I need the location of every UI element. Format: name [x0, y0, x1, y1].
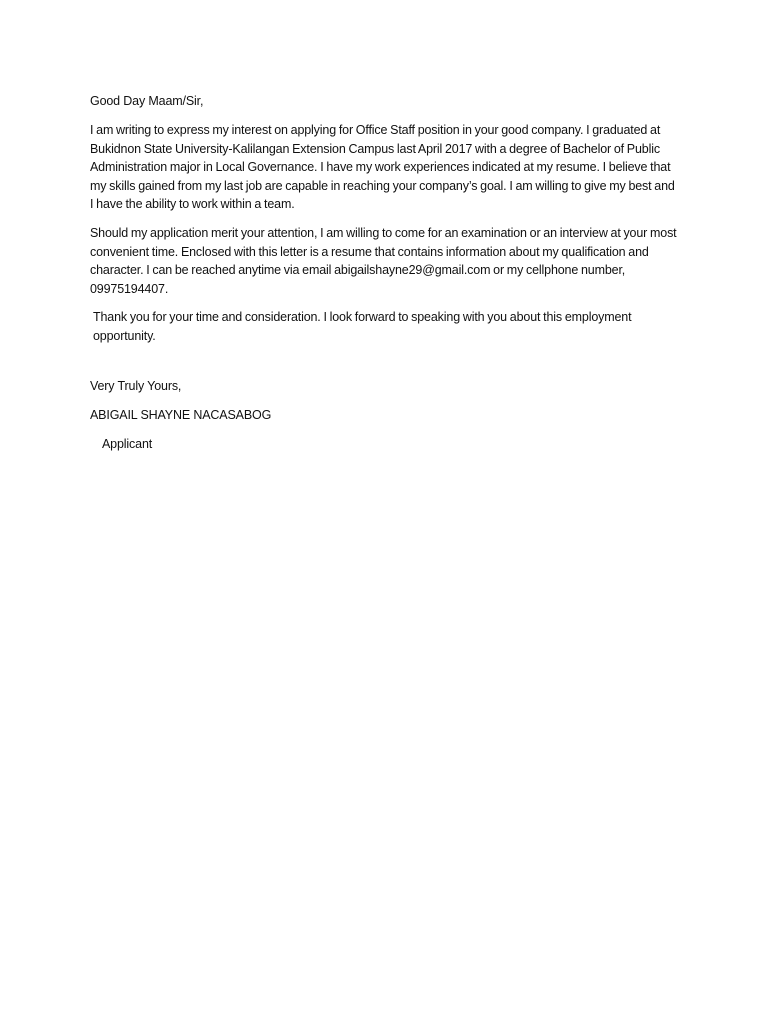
letter-greeting: Good Day Maam/Sir,: [90, 94, 204, 108]
letter-paragraph-contact: Should my application merit your attention, I am willing to come for an examination or an interview at your most convenient time. Enclosed with this letter is a resume that contains information about my qualification and character. I can be reached anytime via email abigailshayne29@gmail.com or my cellphone number, 09975194407.: [90, 225, 677, 296]
letter-closing: Very Truly Yours,: [90, 378, 182, 393]
signature-title: Applicant: [102, 436, 153, 451]
letter-paragraph-intro: I am writing to express my interest on applying for Office Staff position in your good company. I graduated at Bukidnon State University-Kalilangan Extension Campus last April 2017 with a degree of Bachelor of Public Administration major in Local Governance. I have my work experiences indicated at my resume. I believe that my skills gained from my last job are capable in reaching your company’s goal. I am willing to give my best and I have the ability to work within a team.: [90, 123, 675, 212]
signature-name: ABIGAIL SHAYNE NACASABOG: [90, 407, 272, 422]
letter-paragraph-thanks: Thank you for your time and consideration. I look forward to speaking with you about this employment opportunity.: [93, 310, 632, 343]
letter-page: [90, 92, 680, 453]
